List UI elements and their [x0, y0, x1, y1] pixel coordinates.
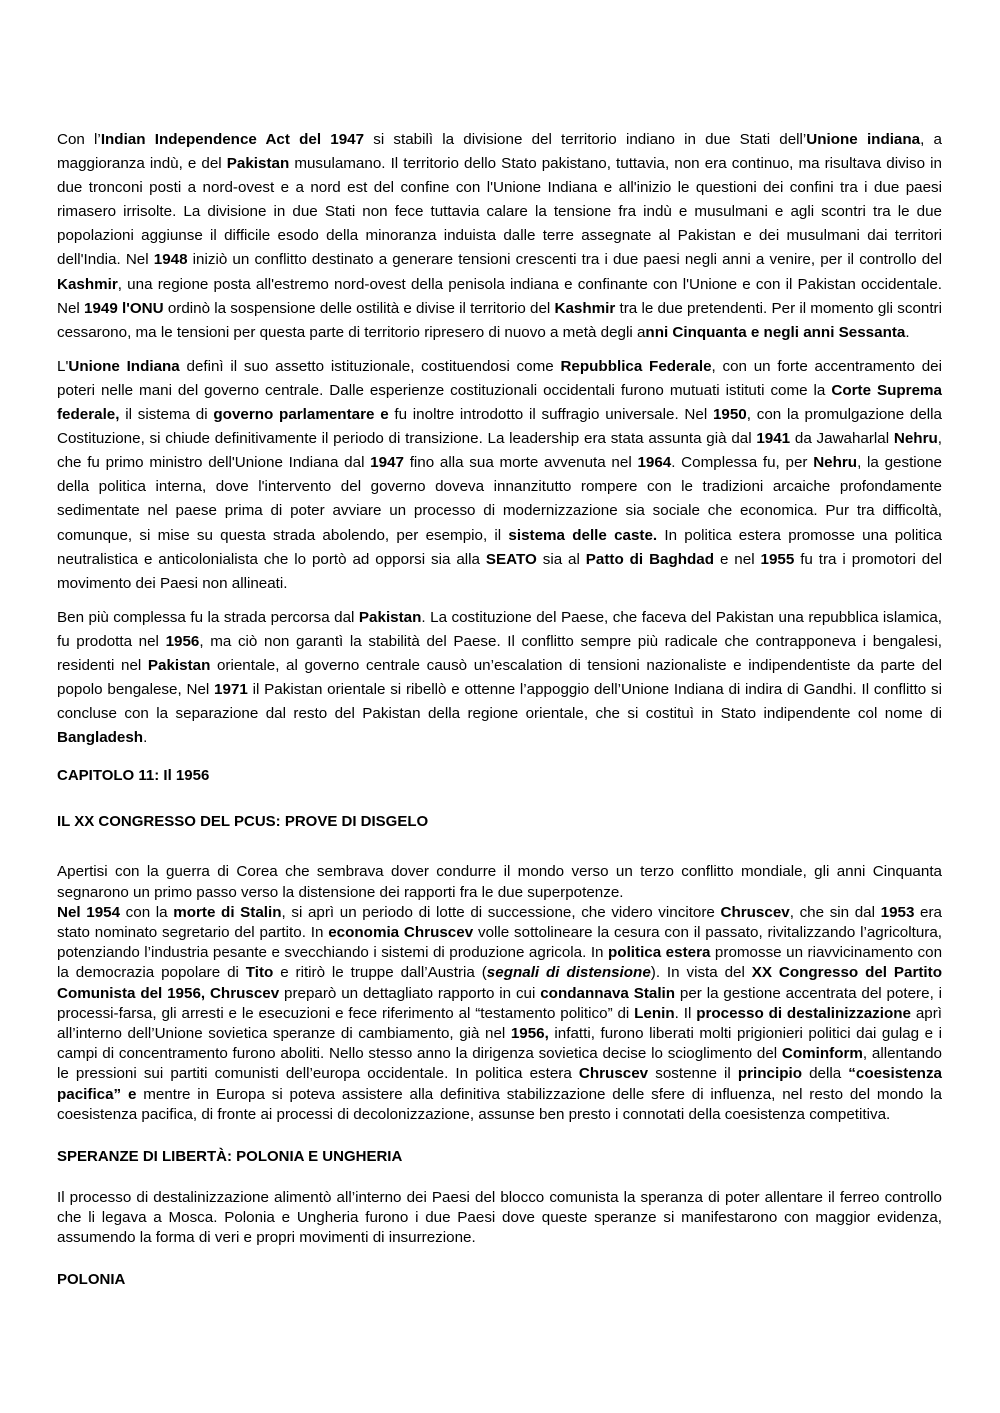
text-run: , una regione posta all'estremo nord-ovest della penisola indiana e confinante con l'Unione e con il Pakistan occidentale. Nel	[57, 275, 942, 317]
bold-text: SEATO	[485, 550, 537, 568]
document-page	[57, 128, 942, 1290]
text-run: . Complessa fu, per	[671, 454, 814, 472]
text-run: , si aprì un periodo di lotte di successione, che videro vincitore	[281, 903, 721, 921]
section-heading-congress: IL XX CONGRESSO DEL PCUS: PROVE DI DISGELO	[57, 813, 429, 831]
text-run: , che sin dal	[789, 903, 881, 921]
text-run: promosse un riavvicinamento con la democrazia popolare di	[57, 944, 943, 982]
bold-text: Indian Independence Act del 1947	[100, 131, 365, 148]
bold-text: Kashmir	[57, 275, 118, 293]
bold-text: segnali di distensione	[486, 964, 651, 982]
text-run: Con l’	[57, 131, 101, 148]
bold-text: governo parlamentare e	[213, 406, 389, 424]
text-run: tra le due pretendenti. Per il momento gli scontri cessarono, ma le tensioni per questa parte di territorio ripresero di nuovo a metà degli a	[57, 299, 942, 341]
text-run: con la	[120, 903, 174, 921]
bold-text: 1948	[153, 251, 188, 269]
bold-text: Patto di Baghdad	[585, 550, 715, 568]
text-run: definì il suo assetto istituzionale, costituendosi come	[179, 357, 561, 375]
bold-text: Nehru	[813, 454, 858, 472]
bold-text: economia Chruscev	[328, 923, 474, 941]
bold-text: Chruscev	[720, 903, 790, 921]
bold-text: 1956	[165, 632, 200, 650]
text-run: ). In vista del	[650, 964, 752, 982]
bold-text: Nehru	[893, 430, 938, 448]
text-run: Il processo di destalinizzazione alimentò all’interno dei Paesi del blocco comunista la speranza di poter allentare il ferreo controllo che li legava a Mosca. Polonia e Ungheria furono i due Paesi dove queste speranze si manifestarono con maggior evidenza, assumendo la forma di veri e propri movimenti di insurrezione.	[57, 1188, 942, 1247]
bold-text: Nel 1954	[57, 903, 121, 921]
text-run: Apertisi con la guerra di Corea che sembrava dover condurre il mondo verso un terzo conflitto mondiale, gli anni Cinquanta segnarono un primo passo verso la distensione dei rapporti fra le due superpotenze.	[57, 863, 942, 901]
text-run: fu inoltre introdotto il suffragio universale. Nel	[388, 406, 713, 424]
text-run: , con un forte accentramento dei poteri nelle mani del governo centrale. Dalle esperienze costituzionali occidentali furono mutuati istituti come la	[57, 357, 942, 399]
text-run: fino alla sua morte avvenuta nel	[403, 454, 638, 472]
text-run: da Jawaharlal	[790, 430, 894, 448]
text-run: volle sottolineare la cesura con il passato, rivitalizzando l’agricoltura, potenziando l’industria pesante e svecchiando i sistemi di produzione agricola. In	[57, 923, 942, 962]
bold-text: Corte Suprema federale,	[57, 381, 942, 424]
bold-text: 1941	[756, 430, 791, 448]
paragraph-poland-hungary	[57, 1188, 942, 1249]
bold-text: XX Congresso del Partito Comunista del 1956, Chruscev	[57, 964, 942, 1002]
bold-text: processo di destalinizzazione	[696, 1004, 911, 1022]
text-run: preparò un dettagliato rapporto in cui	[279, 984, 541, 1002]
text-run: .	[143, 729, 148, 747]
bold-text: Pakistan	[147, 656, 211, 674]
text-run: orientale, al governo centrale causò un’escalation di tensioni nazionaliste e indipendentiste da parte del popolo bengalese, Nel	[57, 656, 942, 699]
bold-text: Cominform	[781, 1045, 863, 1063]
bold-text: Unione Indiana	[68, 357, 180, 375]
bold-text: 1949 l'ONU	[84, 299, 164, 317]
bold-text: 1953	[880, 903, 915, 921]
bold-text: sistema delle caste.	[508, 526, 658, 544]
text-run: , a maggioranza indù, e del	[57, 131, 942, 173]
bold-text: condannava Stalin	[540, 984, 676, 1002]
text-run: il sistema di	[119, 406, 214, 424]
bold-text: 1964	[637, 454, 672, 472]
text-run: e nel	[714, 550, 761, 568]
text-run: per la gestione accentrata del potere, i processi-farsa, gli arresti e le esecuzioni e fece riferimento al “testamento politico” di	[57, 984, 943, 1022]
paragraph-india-partition	[57, 128, 942, 345]
text-run: . La costituzione del Paese, che faceva del Pakistan una repubblica islamica, fu prodotta nel	[57, 608, 942, 650]
bold-text: principio	[737, 1065, 802, 1083]
text-run: , la gestione della politica interna, dove l'intervento del governo doveva innanzitutto rompere con le tradizioni arcaiche profondamente sedimentate nel paese prima di poter avviare un processo di modernizzazione sia sociale che economica. Pur tra difficoltà, comunque, si mise su questa strada abolendo, per esempio, il	[57, 454, 942, 544]
bold-text: 1971	[214, 681, 248, 699]
text-run: , con la promulgazione della Costituzione, si chiude definitivamente il periodo di transizione. La leadership era stata assunta già dal	[57, 406, 943, 448]
text-run: , allentando le pressioni sui partiti comunisti dell’europa occidentale. In politica estera	[57, 1045, 942, 1083]
paragraph-korea-war	[57, 862, 942, 902]
bold-text: “coesistenza pacifica” e	[57, 1065, 942, 1103]
chapter-heading: CAPITOLO 11: Il 1956	[57, 767, 210, 785]
bold-text: politica estera	[608, 944, 711, 962]
bold-text: Pakistan	[358, 608, 422, 626]
text-run: fu tra i promotori del movimento dei Paesi non allineati.	[57, 550, 943, 592]
bold-text: Pakistan	[226, 155, 290, 173]
paragraph-indian-union	[57, 355, 942, 596]
bold-text: 1956,	[510, 1024, 549, 1042]
bold-text: 1955	[760, 550, 795, 568]
bold-text: nni Cinquanta e negli anni Sessanta	[645, 323, 906, 341]
text-run: Ben più complessa fu la strada percorsa dal	[57, 608, 359, 626]
text-run: .	[905, 323, 910, 341]
text-run: mentre in Europa si poteva assistere alla definitiva stabilizzazione delle sfere di influenza, nel resto del mondo la coesistenza pacifica, di fronte ai processi di decolonizzazione, assunse ben presto i connotati della coesistenza competitiva.	[57, 1085, 943, 1123]
bold-text: Chruscev	[578, 1065, 649, 1083]
text-run: infatti, furono liberati molti prigionieri politici dai gulag e i campi di concentramento furono aboliti. Nello stesso anno la dirigenza sovietica decise lo scioglimento del	[57, 1024, 943, 1063]
text-run: e ritirò le truppe dall’Austria (	[273, 964, 487, 982]
bold-text: morte di Stalin	[173, 903, 282, 921]
text-run: iniziò un conflitto destinato a generare tensioni crescenti tra i due paesi negli anni a venire, per il controllo del	[187, 251, 942, 269]
text-run: si stabilì la divisione del territorio indiano in due Stati dell’	[364, 131, 807, 148]
bold-text: Repubblica Federale	[560, 357, 712, 375]
text-run: era stato nominato segretario del partito. In	[57, 903, 942, 941]
text-run: musulamano. Il territorio dello Stato pakistano, tuttavia, non era continuo, ma risultava diviso in due tronconi posti a nord-ovest e a nord est del confine con l'Unione Indiana e all'inizio le questioni dei confini tra i due paesi rimasero irrisolte. La divisione in due Stati non fece tuttavia calare la tensione fra indù e musulmani e agli scontri tra le due popolazioni aggiunse il difficile esodo della minoranza induista dalle terre assegnate al Pakistan e dei musulmani dai territori dell'India. Nel	[57, 155, 942, 269]
section-heading-poland: POLONIA	[57, 1270, 126, 1288]
text-run: aprì all’interno dell’Unione sovietica speranze di cambiamento, già nel	[57, 1004, 943, 1042]
bold-text: Bangladesh	[57, 729, 144, 747]
text-run: della	[801, 1065, 849, 1083]
paragraph-pakistan	[57, 606, 942, 751]
text-run: . Il	[674, 1004, 697, 1022]
bold-text: 1950	[712, 406, 747, 424]
bold-text: 1947	[370, 454, 404, 472]
bold-text: Kashmir	[554, 299, 616, 317]
text-run: ordinò la sospensione delle ostilità e divise il territorio del	[163, 299, 555, 317]
bold-text: Unione indiana	[806, 131, 921, 148]
text-run: il Pakistan orientale si ribellò e ottenne l’appoggio dell’Unione Indiana di indira di Gandhi. Il conflitto si concluse con la separazione dal resto del Pakistan della regione orientale, che si costituì in Stato indipendente col nome di	[57, 681, 942, 723]
bold-text: Tito	[245, 964, 274, 982]
text-run: sostenne il	[648, 1065, 738, 1083]
text-run: , ma ciò non garantì la stabilità del Paese. Il conflitto sempre più radicale che contrapponeva i bengalesi, residenti nel	[57, 632, 942, 674]
text-run: sia al	[536, 550, 586, 568]
bold-text: Lenin	[634, 1004, 675, 1022]
paragraph-destalinization	[57, 903, 942, 1125]
section-heading-hopes: SPERANZE DI LIBERTÀ: POLONIA E UNGHERIA	[57, 1147, 403, 1165]
text-run: L'	[57, 357, 69, 375]
text-run: In politica estera promosse una politica neutralistica e anticolonialista che lo portò ad opporsi sia alla	[57, 526, 942, 568]
text-run: , che fu primo ministro dell'Unione Indiana dal	[57, 430, 942, 472]
